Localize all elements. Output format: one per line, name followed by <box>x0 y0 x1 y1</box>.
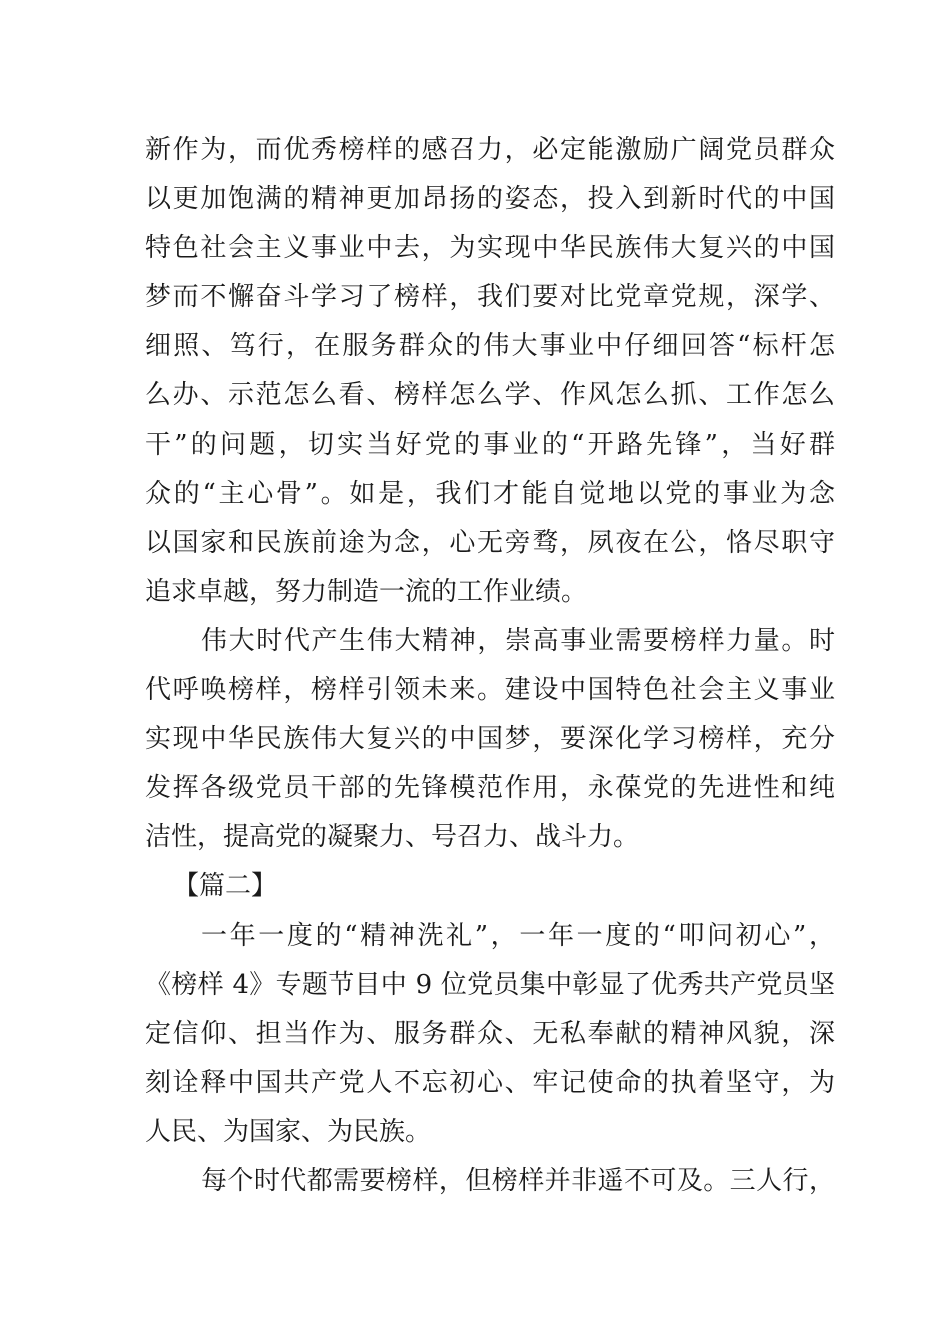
text-line: 《榜样 4》专题节目中 9 位党员集中彰显了优秀共产党员坚 <box>145 969 835 1000</box>
text-line: 发挥各级党员干部的先锋模范作用，永葆党的先进性和纯 <box>145 773 835 804</box>
text-line: 干”的问题，切实当好党的事业的“开路先锋”，当好群 <box>145 429 835 460</box>
section-heading: 【篇二】 <box>173 871 278 902</box>
text-line: 代呼唤榜样，榜样引领未来。建设中国特色社会主义事业 <box>145 675 835 706</box>
text-line: 刻诠释中国共产党人不忘初心、牢记使命的执着坚守，为 <box>145 1067 835 1098</box>
text-line: 么办、示范怎么看、榜样怎么学、作风怎么抓、工作怎么 <box>145 380 835 411</box>
text-line: 一年一度的“精神洗礼”，一年一度的“叩问初心”， <box>201 920 835 951</box>
text-line: 实现中华民族伟大复兴的中国梦，要深化学习榜样，充分 <box>145 724 835 755</box>
text-line: 新作为，而优秀榜样的感召力，必定能激励广阔党员群众 <box>145 135 835 165</box>
text-line: 以国家和民族前途为念，心无旁骛，夙夜在公，恪尽职守 <box>145 527 835 558</box>
text-line: 特色社会主义事业中去，为实现中华民族伟大复兴的中国 <box>145 233 835 264</box>
text-line: 追求卓越，努力制造一流的工作业绩。 <box>145 576 588 607</box>
text-line: 细照、笃行，在服务群众的伟大事业中仔细回答“标杆怎 <box>145 331 835 362</box>
text-line: 定信仰、担当作为、服务群众、无私奉献的精神风貌，深 <box>145 1018 835 1049</box>
text-line: 每个时代都需要榜样，但榜样并非遥不可及。三人行， <box>201 1165 835 1196</box>
text-line: 众的“主心骨”。如是，我们才能自觉地以党的事业为念 <box>145 478 835 509</box>
text-line: 以更加饱满的精神更加昂扬的姿态，投入到新时代的中国 <box>145 184 835 215</box>
text-line: 梦而不懈奋斗学习了榜样，我们要对比党章党规，深学、 <box>145 282 835 313</box>
text-line: 人民、为国家、为民族。 <box>145 1116 432 1147</box>
body-text <box>145 126 835 1206</box>
text-line: 伟大时代产生伟大精神，崇高事业需要榜样力量。时 <box>201 625 835 656</box>
text-line: 洁性，提高党的凝聚力、号召力、战斗力。 <box>145 822 640 853</box>
